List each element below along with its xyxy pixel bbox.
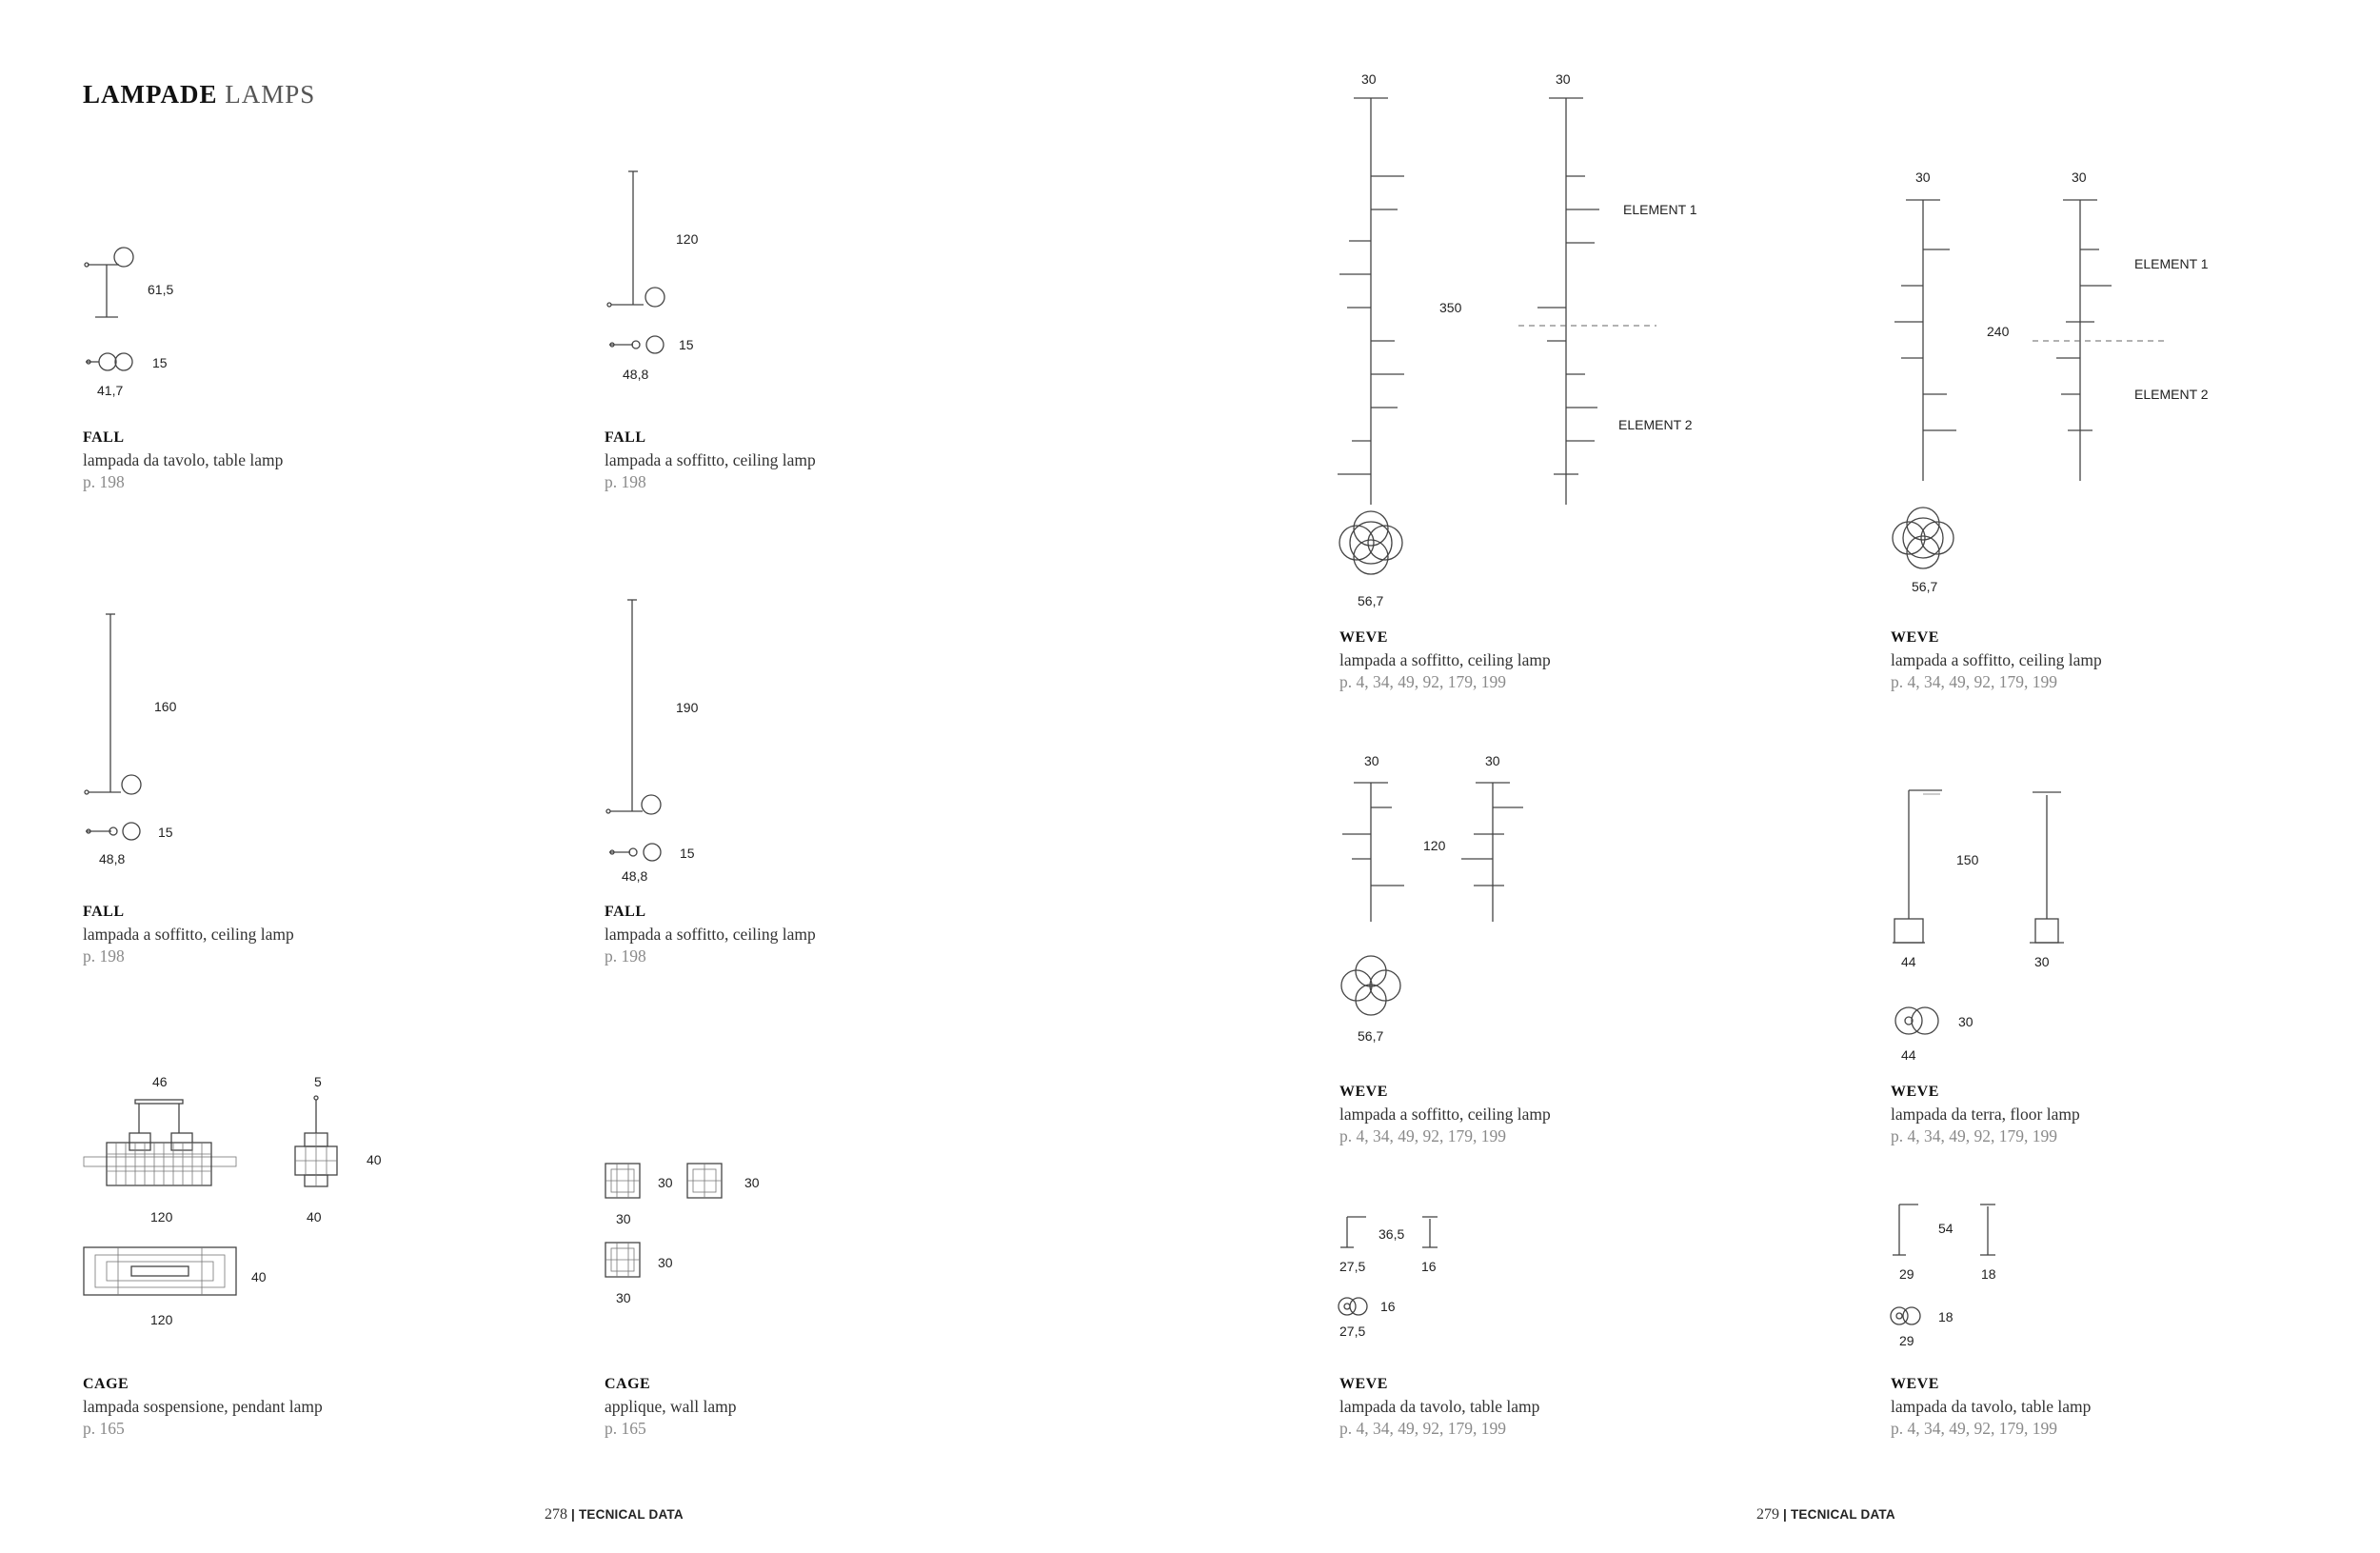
product-title: FALL (83, 904, 125, 920)
page-reference[interactable]: p. 198 (605, 472, 646, 491)
product-title: WEVE (1891, 1084, 1939, 1100)
product-description: applique, wall lamp (605, 1396, 737, 1416)
product-title: WEVE (1891, 1376, 1939, 1392)
dim-label: 56,7 (1912, 579, 1938, 594)
dim-label: 30 (1485, 753, 1500, 768)
product-caption (1339, 627, 1551, 694)
dim-label: 30 (1364, 753, 1379, 768)
product-description: lampada a soffitto, ceiling lamp (1339, 1104, 1551, 1124)
dim-label: 18 (1981, 1266, 1996, 1282)
fall-ceiling-120-drawing (607, 171, 664, 353)
dim-label: 44 (1901, 954, 1916, 969)
dim-label: 56,7 (1358, 1028, 1384, 1044)
product-description: lampada da tavolo, table lamp (1339, 1396, 1540, 1416)
dim-label: 48,8 (99, 851, 126, 866)
dim-label: 30 (658, 1255, 673, 1270)
page-number: 278 (545, 1506, 567, 1523)
dim-label: 30 (744, 1175, 760, 1190)
product-title: WEVE (1339, 1376, 1388, 1392)
dim-label: ELEMENT 2 (2134, 387, 2209, 402)
product-title: CAGE (83, 1376, 129, 1392)
dim-label: 30 (616, 1211, 631, 1226)
product-title: FALL (605, 904, 646, 920)
weve-floor-lamp-drawing (1893, 790, 2064, 1034)
dim-label: 15 (152, 355, 168, 370)
product-caption (83, 901, 294, 968)
product-caption (605, 901, 816, 968)
product-caption (1891, 1081, 2080, 1148)
page-reference[interactable]: p. 198 (605, 946, 646, 966)
product-caption (605, 1373, 737, 1441)
dim-label: 120 (676, 231, 699, 247)
dim-label: 18 (1938, 1309, 1954, 1324)
folio-separator: | (1783, 1507, 1787, 1522)
dim-label: 40 (251, 1269, 267, 1284)
page-heading (83, 80, 315, 110)
dim-label: 29 (1899, 1333, 1914, 1348)
product-description: lampada a soffitto, ceiling lamp (605, 924, 816, 944)
page-reference[interactable]: p. 4, 34, 49, 92, 179, 199 (1339, 672, 1506, 691)
dim-label: 120 (150, 1312, 173, 1327)
page-reference[interactable]: p. 4, 34, 49, 92, 179, 199 (1339, 1126, 1506, 1145)
page-reference[interactable]: p. 4, 34, 49, 92, 179, 199 (1891, 1126, 2057, 1145)
dim-label: 16 (1421, 1259, 1437, 1274)
folio-right (1756, 1506, 1895, 1523)
weve-ceiling-120-drawing (1341, 783, 1523, 1015)
dim-label: 41,7 (97, 383, 124, 398)
dim-label: 15 (680, 846, 695, 861)
dim-label: 120 (1423, 838, 1446, 853)
dim-label: 5 (314, 1074, 322, 1089)
dim-label: 61,5 (148, 282, 174, 297)
product-description: lampada da tavolo, table lamp (1891, 1396, 2092, 1416)
dim-label: 48,8 (623, 367, 649, 382)
folio-section: TECNICAL DATA (1790, 1507, 1895, 1522)
dim-label: 30 (1556, 71, 1571, 87)
dim-label: 30 (2034, 954, 2050, 969)
dim-label: 120 (150, 1209, 173, 1224)
product-description: lampada a soffitto, ceiling lamp (605, 449, 816, 469)
page-reference[interactable]: p. 198 (83, 472, 125, 491)
product-description: lampada da tavolo, table lamp (83, 449, 284, 469)
product-title: WEVE (1891, 629, 1939, 646)
dim-label: 160 (154, 699, 177, 714)
dim-label: 30 (1915, 169, 1931, 185)
product-caption (1339, 1373, 1539, 1441)
dim-label: 15 (679, 337, 694, 352)
page-reference[interactable]: p. 198 (83, 946, 125, 966)
product-caption (83, 1373, 323, 1441)
dim-label: ELEMENT 2 (1618, 417, 1693, 432)
dim-label: 40 (367, 1152, 382, 1167)
dim-label: 27,5 (1339, 1324, 1366, 1339)
weve-ceiling-240-drawing (1893, 200, 2166, 568)
dim-label: 30 (1958, 1014, 1973, 1029)
page-reference[interactable]: p. 165 (605, 1419, 646, 1438)
dim-label: 16 (1380, 1299, 1396, 1314)
page-reference[interactable]: p. 4, 34, 49, 92, 179, 199 (1339, 1419, 1506, 1438)
heading-english: LAMPS (225, 80, 316, 109)
product-caption (1339, 1081, 1551, 1148)
folio-left (545, 1506, 684, 1523)
page-reference[interactable]: p. 4, 34, 49, 92, 179, 199 (1891, 672, 2057, 691)
folio-separator: | (571, 1507, 575, 1522)
dim-label: 30 (616, 1290, 631, 1305)
fall-ceiling-160-drawing (85, 614, 141, 840)
product-title: FALL (605, 429, 646, 446)
dim-label: 40 (307, 1209, 322, 1224)
dim-label: 56,7 (1358, 593, 1384, 608)
cage-pendant-drawing (84, 1096, 337, 1295)
dim-label: 190 (676, 700, 699, 715)
dim-label: 30 (658, 1175, 673, 1190)
dim-label: 240 (1987, 324, 2010, 339)
product-description: lampada a soffitto, ceiling lamp (1891, 649, 2102, 669)
dim-label: 44 (1901, 1047, 1916, 1063)
dim-label: 15 (158, 825, 173, 840)
dim-label: 27,5 (1339, 1259, 1366, 1274)
product-description: lampada sospensione, pendant lamp (83, 1396, 323, 1416)
dim-label: 46 (152, 1074, 168, 1089)
dim-label: 30 (2072, 169, 2087, 185)
dim-label: 350 (1439, 300, 1462, 315)
product-title: FALL (83, 429, 125, 446)
heading-italian: LAMPADE (83, 80, 218, 109)
product-title: CAGE (605, 1376, 651, 1392)
product-description: lampada a soffitto, ceiling lamp (83, 924, 294, 944)
weve-ceiling-350-drawing (1338, 98, 1656, 574)
dim-label: 29 (1899, 1266, 1914, 1282)
product-title: WEVE (1339, 629, 1388, 646)
dim-label: 48,8 (622, 868, 648, 884)
page-reference[interactable]: p. 165 (83, 1419, 125, 1438)
dim-label: ELEMENT 1 (1623, 202, 1697, 217)
product-caption (605, 427, 816, 494)
dim-label: 150 (1956, 852, 1979, 867)
dim-label: ELEMENT 1 (2134, 256, 2209, 271)
fall-table-lamp-drawing (85, 248, 133, 370)
product-description: lampada da terra, floor lamp (1891, 1104, 2080, 1124)
product-title: WEVE (1339, 1084, 1388, 1100)
product-caption (83, 427, 283, 494)
page-reference[interactable]: p. 4, 34, 49, 92, 179, 199 (1891, 1419, 2057, 1438)
product-caption (1891, 1373, 2091, 1441)
folio-section: TECNICAL DATA (578, 1507, 684, 1522)
product-description: lampada a soffitto, ceiling lamp (1339, 649, 1551, 669)
dim-label: 54 (1938, 1221, 1954, 1236)
dim-label: 30 (1361, 71, 1377, 87)
dim-label: 36,5 (1378, 1226, 1405, 1242)
page-number: 279 (1756, 1506, 1779, 1523)
fall-ceiling-190-drawing (606, 600, 661, 861)
product-caption (1891, 627, 2102, 694)
